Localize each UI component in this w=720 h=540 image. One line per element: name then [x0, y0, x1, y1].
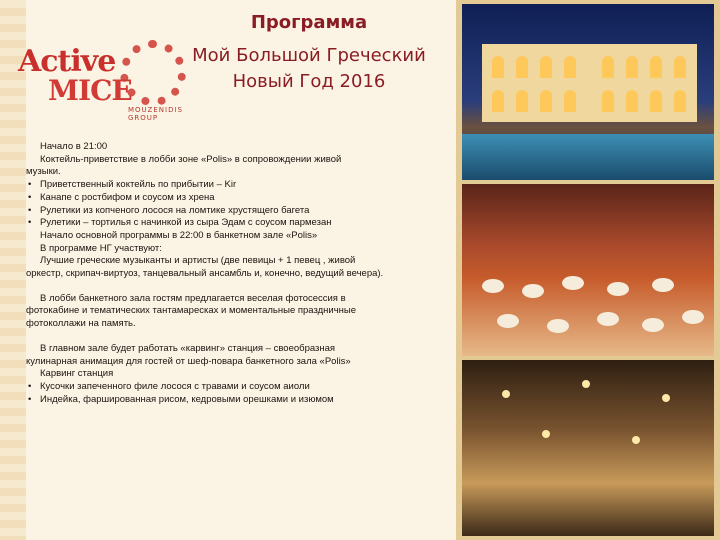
artists-line-1: Лучшие греческие музыканты и артисты (две певицы + 1 певец , живой: [40, 255, 356, 267]
company-logo: [16, 40, 186, 122]
building-facade: [482, 44, 697, 122]
page-title: [170, 12, 448, 95]
title-line-3: Новый Год 2016: [232, 71, 386, 92]
cocktail-line-2: музыки.: [26, 166, 61, 178]
pool: [462, 134, 714, 180]
photo-line-3: фотоколлажи на память.: [26, 318, 136, 330]
program-text: [26, 141, 451, 406]
bullet-item: • Рулетики – тортилья с начинкой из сыра Эдам с соусом пармезан: [26, 217, 451, 230]
title-line-2: Мой Большой Греческий: [192, 45, 426, 66]
banquet-hall-photo: [462, 184, 714, 356]
cocktail-line-1: Коктейль-приветствие в лобби зоне «Polis» в сопровождении живой: [40, 153, 342, 165]
participants-heading: В программе НГ участвуют:: [40, 242, 162, 254]
logo-mice-text: MICE: [48, 74, 132, 107]
bullet-item: • Рулетики из копченого лосося на ломтике хрустящего багета: [26, 205, 451, 218]
logo-group-text: MOUZENIDIS GROUP: [128, 106, 183, 122]
spacer: [26, 281, 451, 293]
photo-line-2: фотокабине и тематических тантамаресках и моментальные праздничные: [26, 305, 357, 317]
logo-active-text: Active: [18, 44, 116, 79]
photo-line-1: В лобби банкетного зала гостям предлагается веселая фотосессия в: [40, 292, 346, 304]
start-time: Начало в 21:00: [40, 141, 108, 152]
artists-line-2: оркестр, скрипач-виртуоз, танцевальный ансамбль и, конечно, ведущий вечера).: [26, 268, 384, 280]
main-program-start: Начало основной программы в 22:00 в банкетном зале «Polis»: [40, 229, 318, 241]
carving-line-1: В главном зале будет работать «карвинг» станция – своеобразная: [40, 342, 336, 354]
bullet-item: • Кусочки запеченного филе лосося с травами и соусом аиоли: [26, 381, 451, 394]
carving-title: Карвинг станция: [40, 368, 114, 380]
title-line-1: Программа: [250, 12, 368, 33]
photo-column: [456, 0, 720, 540]
spacer: [26, 331, 451, 343]
hotel-exterior-photo: [462, 4, 714, 180]
bullet-item: • Индейка, фаршированная рисом, кедровыми орешками и изюмом: [26, 394, 451, 407]
lobby-photo: [462, 360, 714, 536]
carving-line-2: кулинарная анимация для гостей от шеф-повара банкетного зала «Polis»: [26, 355, 351, 367]
bullet-item: • Канапе с ростбифом и соусом из хрена: [26, 192, 451, 205]
bullet-item: • Приветственный коктейль по прибытии – Kir: [26, 179, 451, 192]
